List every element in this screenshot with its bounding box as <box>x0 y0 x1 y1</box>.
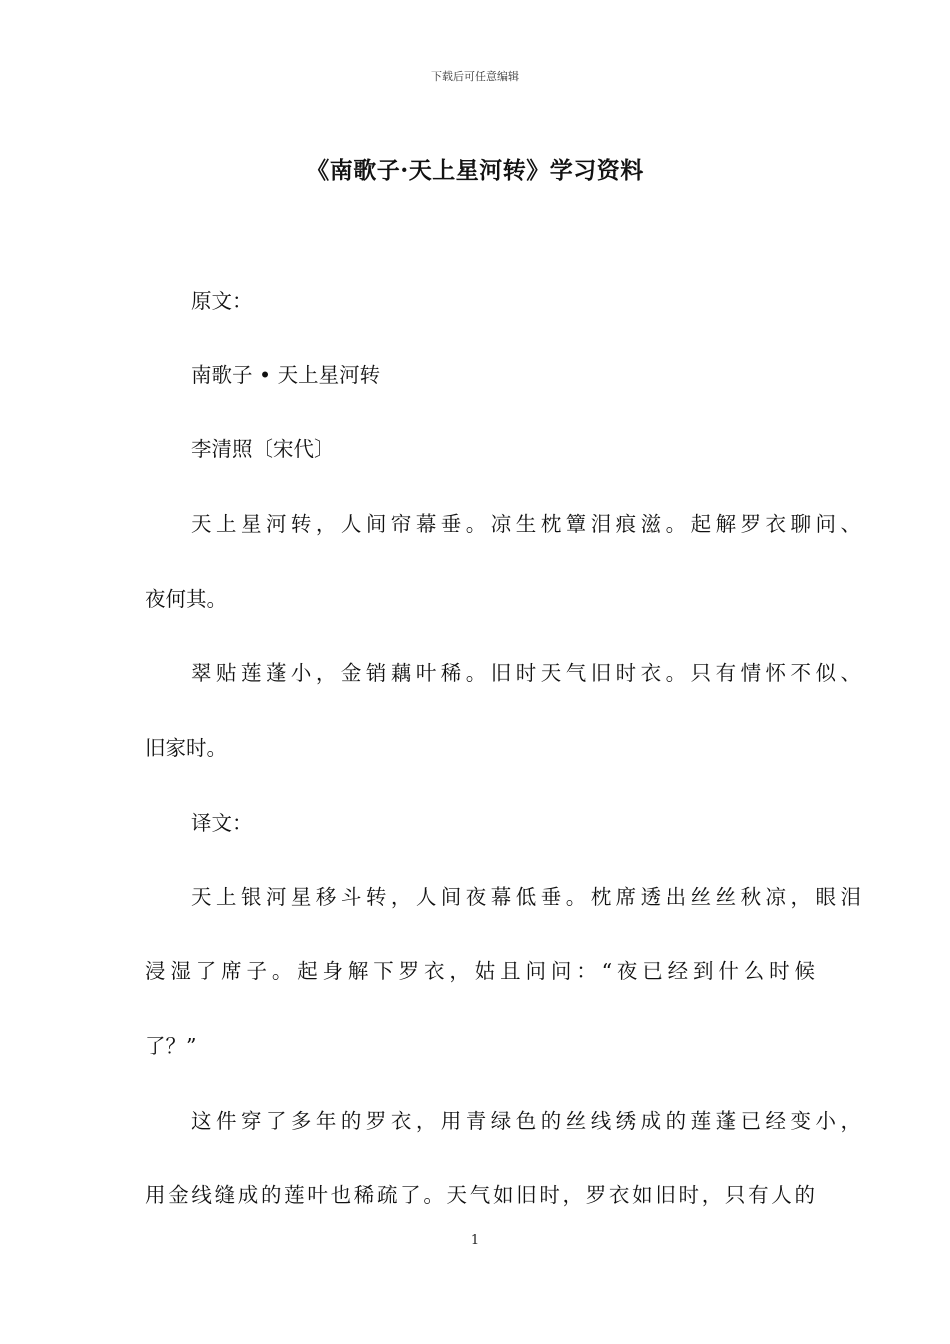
document-title: 《南歌子·天上星河转》学习资料 <box>306 157 644 184</box>
poem-line: 翠贴莲蓬小，金销藕叶稀。旧时天气旧时衣。只有情怀不似、 <box>191 661 861 685</box>
header-note: 下载后可任意编辑 <box>431 70 519 83</box>
poem-line: 天上星河转，人间帘幕垂。凉生枕簟泪痕滋。起解罗衣聊问、 <box>191 512 861 536</box>
poem-line: 夜何其。 <box>145 587 227 611</box>
section-label-original: 原文： <box>191 289 253 313</box>
poem-line: 旧家时。 <box>145 736 227 760</box>
poem-author: 李清照〔宋代〕 <box>191 437 335 461</box>
translation-line: 这件穿了多年的罗衣，用青绿色的丝线绣成的莲蓬已经变小， <box>191 1109 861 1133</box>
translation-line: 浸湿了席子。起身解下罗衣，姑且问问：“夜已经到什么时候 <box>145 959 815 983</box>
translation-line: 天上银河星移斗转，人间夜幕低垂。枕席透出丝丝秋凉，眼泪 <box>191 885 861 909</box>
translation-line: 了？” <box>145 1034 197 1058</box>
poem-title: 南歌子 • 天上星河转 <box>191 363 381 387</box>
translation-line: 用金线缝成的莲叶也稀疏了。天气如旧时，罗衣如旧时，只有人的 <box>145 1183 815 1207</box>
section-label-translation: 译文： <box>191 811 253 835</box>
page-number: 1 <box>470 1233 480 1248</box>
